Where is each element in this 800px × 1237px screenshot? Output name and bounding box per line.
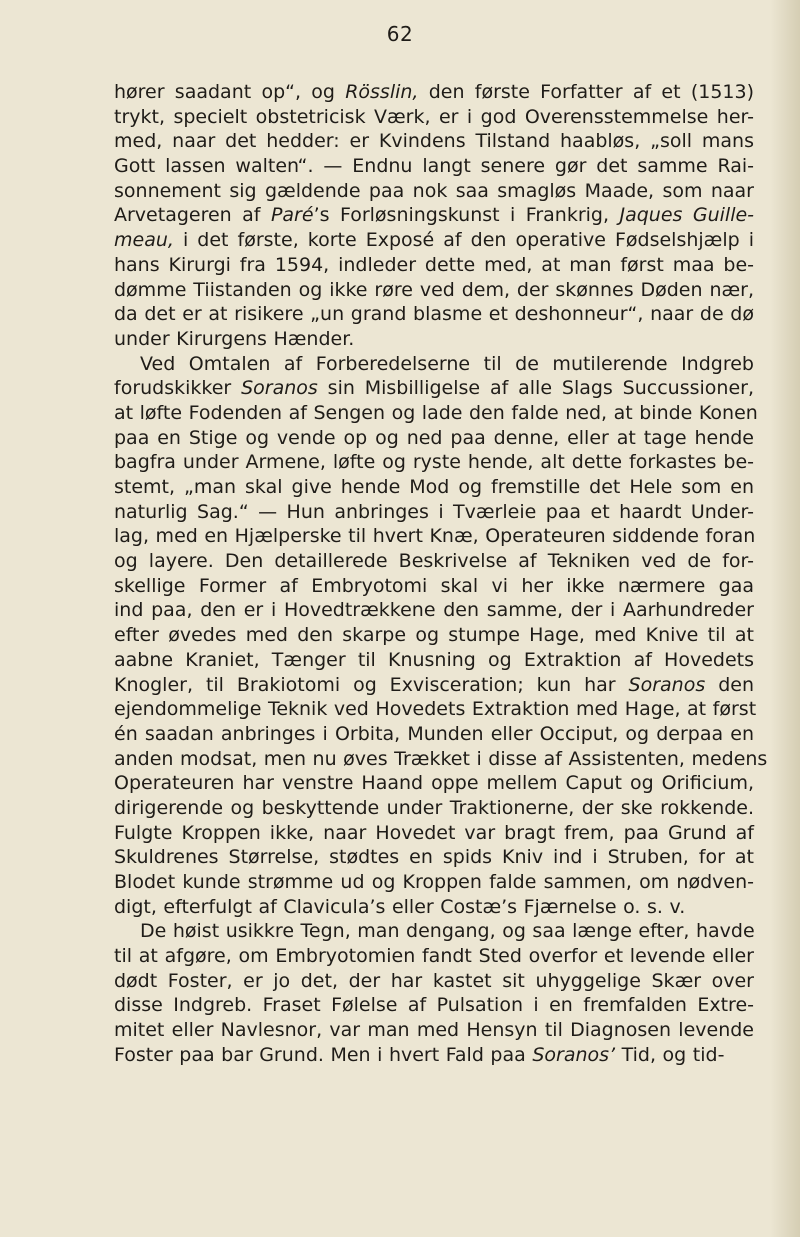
text-line: Skuldrenes Størrelse, stødtes en spids Kniv ind i Struben, for at [114, 846, 754, 869]
text-line: dømme Tiistanden og ikke røre ved dem, der skønnes Døden nær, [114, 278, 754, 301]
text-line: og layere. Den detaillerede Beskrivelse af Tekniken ved de for- [114, 550, 754, 573]
text-line: under Kirurgens Hænder. [114, 327, 355, 350]
text-line: stemt, „man skal give hende Mod og fremstille det Hele som en [114, 476, 754, 498]
body-text [114, 80, 768, 1068]
text-line: Fulgte Kroppen ikke, naar Hovedet var bragt frem, paa Grund af [114, 821, 754, 844]
text-line: digt, efterfulgt af Clavicula’s eller Costæ’s Fjærnelse o. s. v. [114, 895, 686, 918]
text-line: sonnement sig gældende paa nok saa smagløs Maade, som naar [114, 179, 754, 202]
text-line: anden modsat, men nu øves Trækket i disse af Assistenten, medens [114, 747, 768, 770]
text-line: Foster paa bar Grund. Men i hvert Fald paa Soranos’ Tid, og tid- [114, 1043, 725, 1066]
text-line: bagfra under Armene, løfte og ryste hende, alt dette forkastes be- [114, 451, 754, 474]
text-line: mitet eller Navlesnor, var man med Hensyn til Diagnosen levende [114, 1019, 754, 1042]
text-line: disse Indgreb. Fraset Følelse af Pulsation i en fremfalden Extre- [114, 994, 754, 1017]
text-line: Blodet kunde strømme ud og Kroppen falde sammen, om nødven- [114, 871, 754, 893]
text-line: én saadan anbringes i Orbita, Munden eller Occiput, og derpaa en [114, 722, 754, 745]
text-line: Knogler, til Brakiotomi og Exvisceration; kun har Soranos den [114, 673, 754, 696]
text-line: ejendommelige Teknik ved Hovedets Extraktion med Hage, at først [114, 698, 757, 721]
text-line: paa en Stige og vende op og ned paa denne, eller at tage hende [114, 426, 754, 449]
text-line: Gott lassen walten“. — Endnu langt senere gør det samme Rai- [114, 155, 754, 178]
text-line: meau, i det første, korte Exposé af den operative Fødselshjælp i [114, 229, 754, 252]
text-line: lag, med en Hjælperske til hvert Knæ, Operateuren siddende foran [114, 525, 756, 548]
text-line: efter øvedes med den skarpe og stumpe Hage, med Knive til at [114, 624, 754, 647]
text-line: hører saadant op“, og Rösslin, den første Forfatter af et (1513) [114, 81, 754, 103]
text-line: at løfte Fodenden af Sengen og lade den falde ned, at binde Konen [114, 401, 758, 424]
text-line: dirigerende og beskyttende under Traktionerne, der ske rokkende. [114, 796, 754, 819]
text-line: Operateuren har venstre Haand oppe mellem Caput og Orificium, [114, 772, 754, 795]
text-line: De høist usikkre Tegn, man dengang, og saa længe efter, havde [140, 920, 755, 943]
text-line: skellige Former af Embryotomi skal vi her ikke nærmere gaa [114, 574, 754, 597]
text-line: forudskikker Soranos sin Misbilligelse af alle Slags Succussioner, [114, 377, 754, 400]
text-line: da det er at risikere „un grand blasme et deshonneur“, naar de dø [114, 303, 754, 326]
text-line: Ved Omtalen af Forberedelserne til de mutilerende Indgreb [140, 352, 754, 375]
text-line: med, naar det hedder: er Kvindens Tilstand haabløs, „soll mans [114, 130, 754, 153]
text-line: Arvetageren af Paré’s Forløsningskunst i Frankrig, Jaques Guille- [114, 204, 755, 227]
page-edge-shadow [770, 0, 800, 1237]
text-line: ind paa, den er i Hovedtrækkene den samme, der i Aarhundreder [114, 599, 754, 622]
text-line: dødt Foster, er jo det, der har kastet sit uhyggelige Skær over [114, 969, 754, 992]
text-line: til at afgøre, om Embryotomien fandt Sted overfor et levende eller [114, 945, 754, 968]
page-number: 62 [386, 22, 414, 46]
text-line: aabne Kraniet, Tænger til Knusning og Extraktion af Hovedets [114, 648, 754, 671]
text-line: hans Kirurgi fra 1594, indleder dette med, at man først maa be- [114, 253, 754, 276]
text-line: naturlig Sag.“ — Hun anbringes i Tværleie paa et haardt Under- [114, 500, 754, 523]
text-line: trykt, specielt obstetricisk Værk, er i god Overensstemmelse her- [114, 105, 754, 128]
